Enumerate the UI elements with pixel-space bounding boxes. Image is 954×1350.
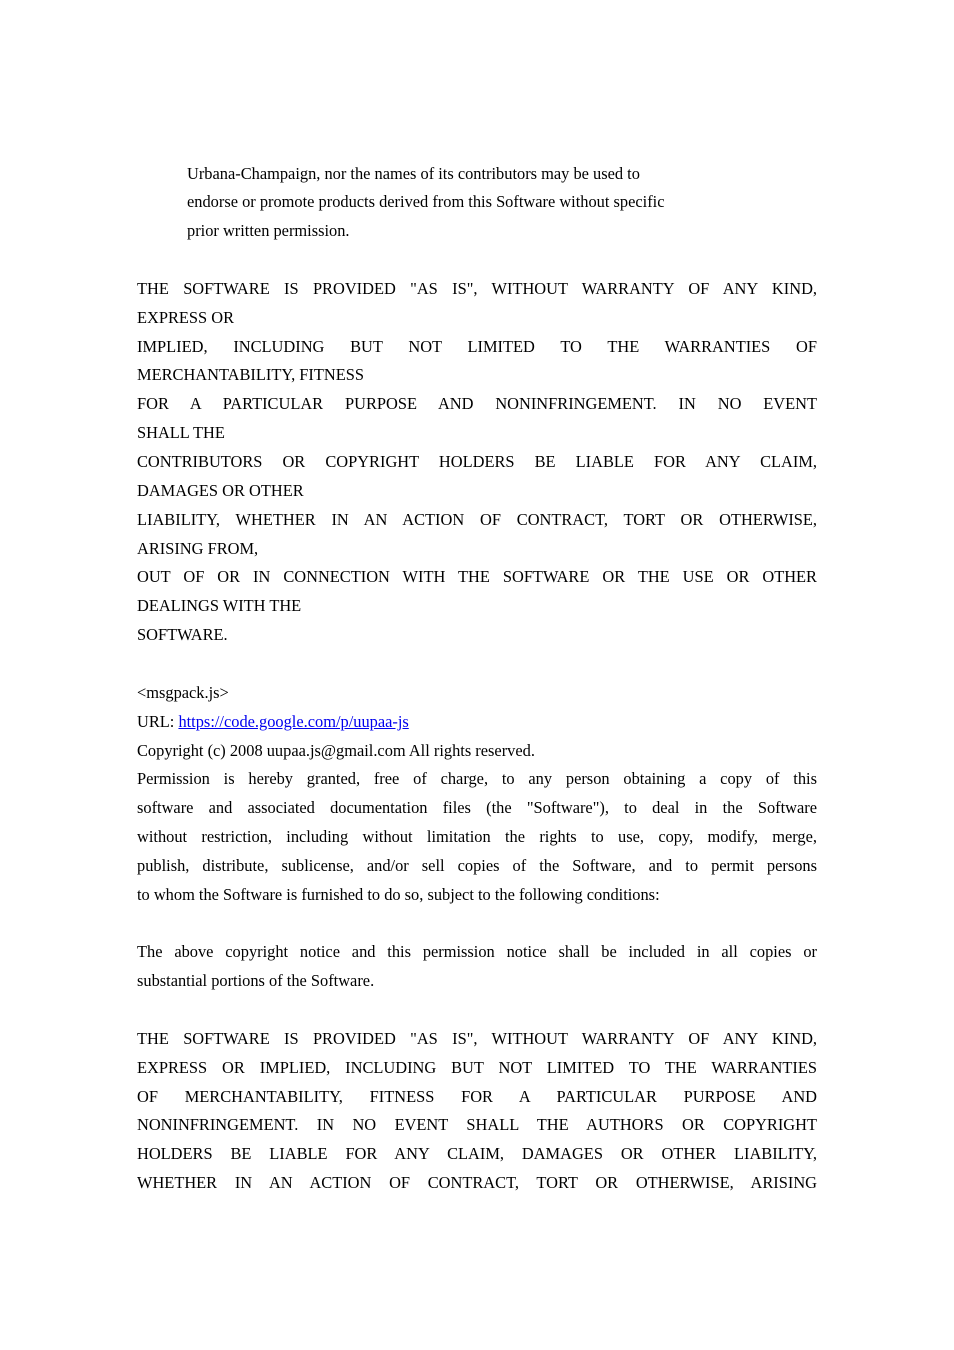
permission-line-5: to whom the Software is furnished to do so, subject to the following conditions:: [137, 885, 660, 904]
disclaimer-2-line-1: THE SOFTWARE IS PROVIDED "AS IS", WITHOUT WARRANTY OF ANY KIND,: [137, 1029, 817, 1048]
indented-line-3: prior written permission.: [187, 221, 350, 240]
permission-line-4: publish, distribute, sublicense, and/or sell copies of the Software, and to permit persons: [137, 856, 817, 875]
disclaimer-2-line-2: EXPRESS OR IMPLIED, INCLUDING BUT NOT LIMITED TO THE WARRANTIES: [137, 1058, 817, 1077]
disclaimer-1-line-2: EXPRESS OR: [137, 308, 235, 327]
disclaimer-2-line-3: OF MERCHANTABILITY, FITNESS FOR A PARTICULAR PURPOSE AND: [137, 1087, 817, 1106]
msgpack-copyright: Copyright (c) 2008 uupaa.js@gmail.com All rights reserved.: [137, 741, 535, 760]
disclaimer-2-line-6: WHETHER IN AN ACTION OF CONTRACT, TORT OR OTHERWISE, ARISING: [137, 1173, 817, 1192]
indented-line-1: Urbana-Champaign, nor the names of its contributors may be used to: [187, 164, 640, 183]
permission-line-1: Permission is hereby granted, free of charge, to any person obtaining a copy of this: [137, 769, 817, 788]
disclaimer-1-line-8: DAMAGES OR OTHER: [137, 481, 304, 500]
notice-line-2: substantial portions of the Software.: [137, 971, 375, 990]
permission-line-2: software and associated documentation files (the "Software"), to deal in the Software: [137, 798, 817, 817]
disclaimer-1-line-10: ARISING FROM,: [137, 539, 259, 558]
disclaimer-1-line-5: FOR A PARTICULAR PURPOSE AND NONINFRINGEMENT. IN NO EVENT: [137, 394, 817, 413]
disclaimer-1-line-13: SOFTWARE.: [137, 625, 228, 644]
msgpack-heading: <msgpack.js>: [137, 683, 229, 702]
disclaimer-1-line-11: OUT OF OR IN CONNECTION WITH THE SOFTWARE OR THE USE OR OTHER: [137, 567, 817, 586]
msgpack-url-link[interactable]: https://code.google.com/p/uupaa-js: [178, 712, 409, 731]
msgpack-url-line: [137, 712, 409, 732]
notice-line-1: The above copyright notice and this permission notice shall be included in all copies or: [137, 942, 817, 961]
disclaimer-1-line-4: MERCHANTABILITY, FITNESS: [137, 365, 364, 384]
permission-line-3: without restriction, including without limitation the rights to use, copy, modify, merge,: [137, 827, 817, 846]
disclaimer-1-line-9: LIABILITY, WHETHER IN AN ACTION OF CONTRACT, TORT OR OTHERWISE,: [137, 510, 817, 529]
disclaimer-1-line-1: THE SOFTWARE IS PROVIDED "AS IS", WITHOUT WARRANTY OF ANY KIND,: [137, 279, 817, 298]
url-label: URL:: [137, 712, 179, 731]
disclaimer-1-line-3: IMPLIED, INCLUDING BUT NOT LIMITED TO THE WARRANTIES OF: [137, 337, 817, 356]
disclaimer-2-line-4: NONINFRINGEMENT. IN NO EVENT SHALL THE AUTHORS OR COPYRIGHT: [137, 1115, 817, 1134]
disclaimer-1-line-12: DEALINGS WITH THE: [137, 596, 302, 615]
disclaimer-1-line-6: SHALL THE: [137, 423, 225, 442]
disclaimer-1-line-7: CONTRIBUTORS OR COPYRIGHT HOLDERS BE LIABLE FOR ANY CLAIM,: [137, 452, 817, 471]
disclaimer-2-line-5: HOLDERS BE LIABLE FOR ANY CLAIM, DAMAGES OR OTHER LIABILITY,: [137, 1144, 817, 1163]
indented-line-2: endorse or promote products derived from this Software without specific: [187, 192, 665, 211]
